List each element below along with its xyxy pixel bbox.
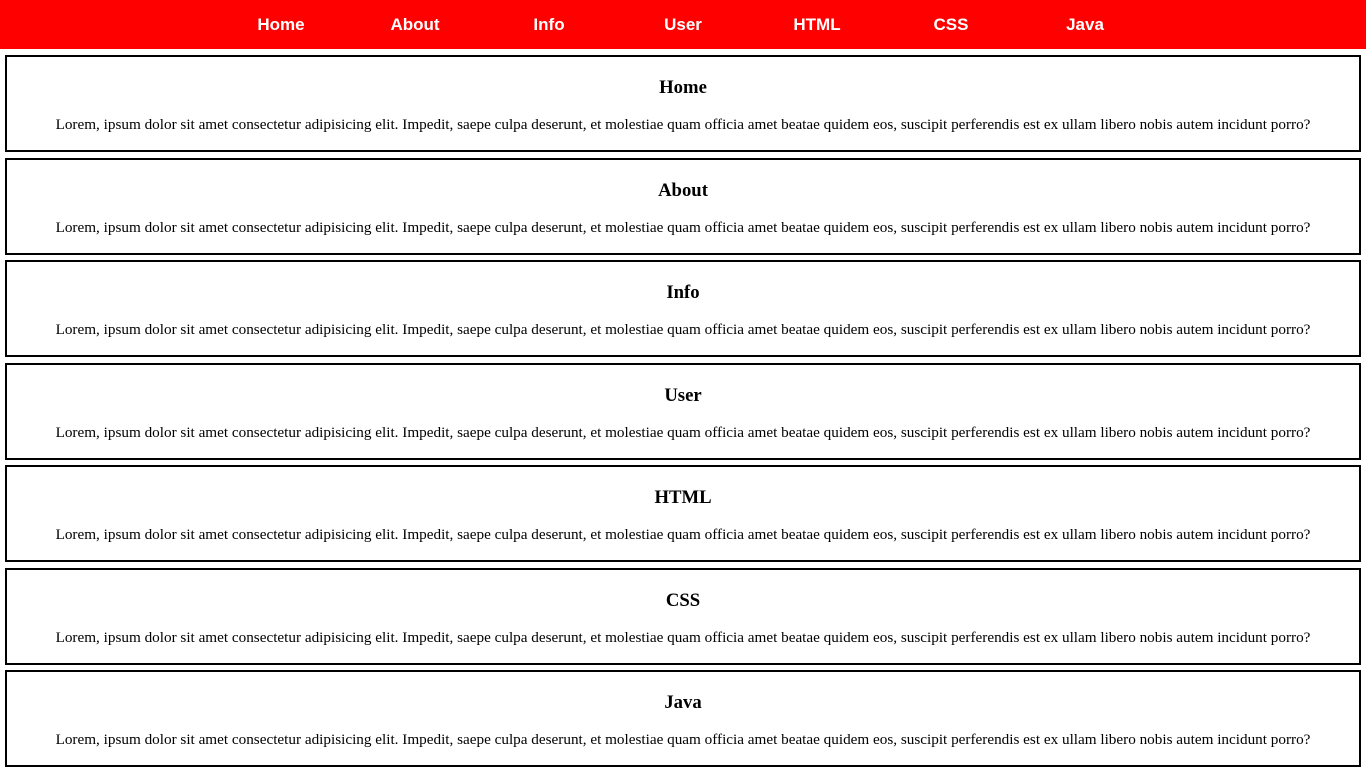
section-css: [5, 568, 1361, 665]
section-about: [5, 158, 1361, 255]
section-body: Lorem, ipsum dolor sit amet consectetur adipisicing elit. Impedit, saepe culpa deserunt, et molestiae quam officia amet beatae quidem eos, suscipit perferendis est ex ullam libero nobis autem incidunt porro?: [55, 731, 1311, 748]
section-java: [5, 670, 1361, 767]
nav-link-about[interactable]: About: [390, 15, 440, 34]
section-body: Lorem, ipsum dolor sit amet consectetur adipisicing elit. Impedit, saepe culpa deserunt, et molestiae quam officia amet beatae quidem eos, suscipit perferendis est ex ullam libero nobis autem incidunt porro?: [55, 218, 1311, 236]
section-body: Lorem, ipsum dolor sit amet consectetur adipisicing elit. Impedit, saepe culpa deserunt, et molestiae quam officia amet beatae quidem eos, suscipit perferendis est ex ullam libero nobis autem incidunt porro?: [55, 628, 1311, 646]
section-user: [5, 363, 1361, 460]
section-title: HTML: [654, 487, 712, 508]
section-body: Lorem, ipsum dolor sit amet consectetur adipisicing elit. Impedit, saepe culpa deserunt, et molestiae quam officia amet beatae quidem eos, suscipit perferendis est ex ullam libero nobis autem incidunt porro?: [55, 526, 1311, 543]
nav-link-html[interactable]: HTML: [793, 15, 841, 34]
section-html: [5, 465, 1361, 562]
section-title: Info: [666, 282, 700, 303]
nav-link-java[interactable]: Java: [1066, 15, 1104, 34]
section-title: Java: [664, 692, 702, 713]
nav-link-css[interactable]: CSS: [933, 15, 969, 34]
section-title: CSS: [665, 589, 701, 611]
section-title: About: [658, 179, 708, 201]
section-home: [5, 55, 1361, 152]
nav-link-user[interactable]: User: [664, 15, 702, 34]
section-body: Lorem, ipsum dolor sit amet consectetur adipisicing elit. Impedit, saepe culpa deserunt, et molestiae quam officia amet beatae quidem eos, suscipit perferendis est ex ullam libero nobis autem incidunt porro?: [55, 423, 1311, 441]
section-title: Home: [659, 77, 707, 98]
section-body: Lorem, ipsum dolor sit amet consectetur adipisicing elit. Impedit, saepe culpa deserunt, et molestiae quam officia amet beatae quidem eos, suscipit perferendis est ex ullam libero nobis autem incidunt porro?: [55, 321, 1311, 338]
section-title: User: [664, 384, 702, 406]
nav-link-home[interactable]: Home: [257, 15, 305, 34]
top-navbar: [0, 0, 1366, 49]
content-area: [5, 55, 1361, 773]
section-info: [5, 260, 1361, 357]
section-body: Lorem, ipsum dolor sit amet consectetur adipisicing elit. Impedit, saepe culpa deserunt, et molestiae quam officia amet beatae quidem eos, suscipit perferendis est ex ullam libero nobis autem incidunt porro?: [55, 116, 1311, 133]
nav-link-info[interactable]: Info: [533, 15, 565, 34]
